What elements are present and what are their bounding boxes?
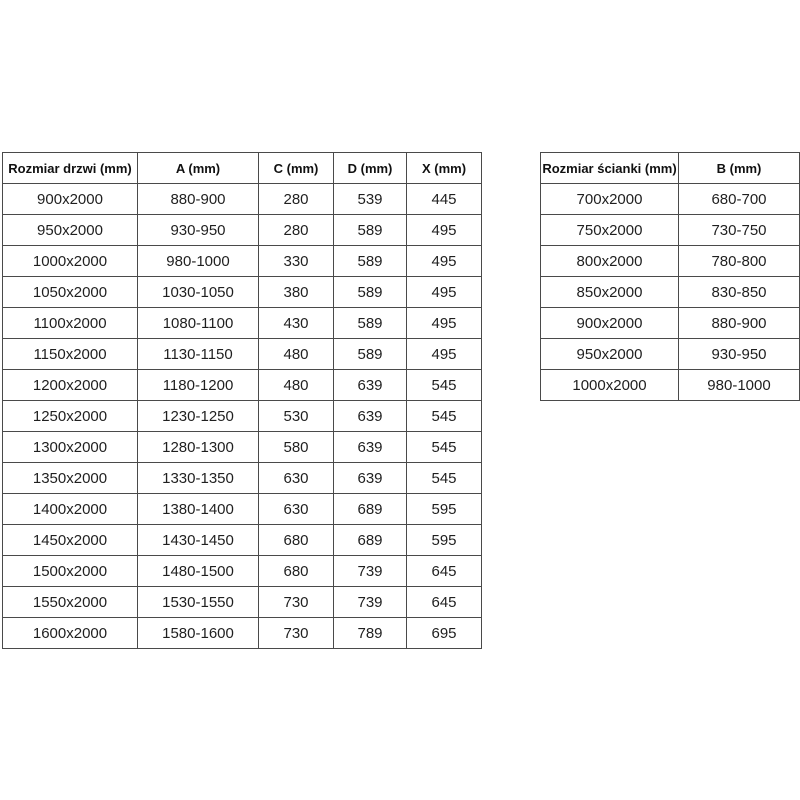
column-header: C (mm) — [259, 153, 334, 184]
table-cell: 880-900 — [679, 308, 800, 339]
table-row — [3, 308, 482, 339]
table-cell: 595 — [407, 525, 482, 556]
column-header: D (mm) — [334, 153, 407, 184]
table-cell: 589 — [334, 277, 407, 308]
table-cell: 730-750 — [679, 215, 800, 246]
table-cell: 680 — [259, 525, 334, 556]
table-cell: 1050x2000 — [3, 277, 138, 308]
table-cell: 680-700 — [679, 184, 800, 215]
table-cell: 495 — [407, 215, 482, 246]
table-cell: 589 — [334, 308, 407, 339]
table-cell: 1500x2000 — [3, 556, 138, 587]
table-cell: 330 — [259, 246, 334, 277]
table-row — [3, 556, 482, 587]
table-cell: 900x2000 — [3, 184, 138, 215]
table-cell: 1530-1550 — [138, 587, 259, 618]
table-row — [3, 215, 482, 246]
column-header: Rozmiar drzwi (mm) — [3, 153, 138, 184]
table-cell: 730 — [259, 618, 334, 649]
table-cell: 750x2000 — [541, 215, 679, 246]
table-cell: 639 — [334, 432, 407, 463]
table-cell: 645 — [407, 587, 482, 618]
table-row — [3, 494, 482, 525]
door-size-table-header — [3, 153, 482, 184]
table-cell: 1080-1100 — [138, 308, 259, 339]
table-cell: 639 — [334, 370, 407, 401]
header-row — [541, 153, 800, 184]
table-cell: 1200x2000 — [3, 370, 138, 401]
table-row — [3, 618, 482, 649]
table-cell: 880-900 — [138, 184, 259, 215]
table-cell: 645 — [407, 556, 482, 587]
table-cell: 1000x2000 — [3, 246, 138, 277]
table-cell: 589 — [334, 246, 407, 277]
table-cell: 850x2000 — [541, 277, 679, 308]
table-row — [541, 184, 800, 215]
table-cell: 739 — [334, 587, 407, 618]
table-cell: 780-800 — [679, 246, 800, 277]
table-cell: 730 — [259, 587, 334, 618]
table-cell: 1330-1350 — [138, 463, 259, 494]
table-cell: 589 — [334, 339, 407, 370]
column-header: X (mm) — [407, 153, 482, 184]
table-cell: 430 — [259, 308, 334, 339]
table-cell: 1550x2000 — [3, 587, 138, 618]
table-cell: 1230-1250 — [138, 401, 259, 432]
table-cell: 789 — [334, 618, 407, 649]
table-cell: 1300x2000 — [3, 432, 138, 463]
table-cell: 980-1000 — [679, 370, 800, 401]
table-cell: 545 — [407, 432, 482, 463]
table-cell: 1180-1200 — [138, 370, 259, 401]
table-cell: 689 — [334, 494, 407, 525]
table-cell: 1280-1300 — [138, 432, 259, 463]
table-cell: 1400x2000 — [3, 494, 138, 525]
table-cell: 1350x2000 — [3, 463, 138, 494]
table-row — [541, 339, 800, 370]
table-cell: 639 — [334, 463, 407, 494]
column-header: Rozmiar ścianki (mm) — [541, 153, 679, 184]
table-cell: 545 — [407, 401, 482, 432]
table-cell: 630 — [259, 463, 334, 494]
table-row — [3, 277, 482, 308]
table-cell: 1430-1450 — [138, 525, 259, 556]
table-cell: 595 — [407, 494, 482, 525]
table-row — [541, 277, 800, 308]
wall-panel-size-table-body — [541, 184, 800, 401]
table-cell: 1150x2000 — [3, 339, 138, 370]
table-cell: 280 — [259, 215, 334, 246]
table-cell: 630 — [259, 494, 334, 525]
table-cell: 900x2000 — [541, 308, 679, 339]
column-header: B (mm) — [679, 153, 800, 184]
table-cell: 930-950 — [138, 215, 259, 246]
table-row — [3, 525, 482, 556]
table-cell: 589 — [334, 215, 407, 246]
table-cell: 495 — [407, 277, 482, 308]
table-cell: 830-850 — [679, 277, 800, 308]
table-cell: 480 — [259, 370, 334, 401]
table-cell: 480 — [259, 339, 334, 370]
table-row — [3, 587, 482, 618]
table-cell: 950x2000 — [3, 215, 138, 246]
table-cell: 280 — [259, 184, 334, 215]
table-row — [3, 339, 482, 370]
table-cell: 1030-1050 — [138, 277, 259, 308]
table-cell: 545 — [407, 370, 482, 401]
door-size-table-body — [3, 184, 482, 649]
table-cell: 639 — [334, 401, 407, 432]
table-cell: 1600x2000 — [3, 618, 138, 649]
table-cell: 980-1000 — [138, 246, 259, 277]
wall-panel-size-table — [540, 152, 800, 401]
table-cell: 580 — [259, 432, 334, 463]
table-cell: 800x2000 — [541, 246, 679, 277]
table-row — [541, 215, 800, 246]
table-cell: 1480-1500 — [138, 556, 259, 587]
table-cell: 495 — [407, 308, 482, 339]
table-cell: 539 — [334, 184, 407, 215]
table-cell: 1000x2000 — [541, 370, 679, 401]
header-row — [3, 153, 482, 184]
table-cell: 1380-1400 — [138, 494, 259, 525]
door-size-table — [2, 152, 482, 649]
table-row — [3, 370, 482, 401]
table-cell: 930-950 — [679, 339, 800, 370]
column-header: A (mm) — [138, 153, 259, 184]
table-row — [541, 308, 800, 339]
wall-panel-size-table-header — [541, 153, 800, 184]
table-cell: 680 — [259, 556, 334, 587]
table-row — [3, 463, 482, 494]
table-cell: 545 — [407, 463, 482, 494]
table-cell: 530 — [259, 401, 334, 432]
table-cell: 1130-1150 — [138, 339, 259, 370]
table-cell: 950x2000 — [541, 339, 679, 370]
table-row — [541, 370, 800, 401]
table-cell: 1250x2000 — [3, 401, 138, 432]
table-cell: 380 — [259, 277, 334, 308]
table-cell: 689 — [334, 525, 407, 556]
table-cell: 495 — [407, 339, 482, 370]
table-cell: 1100x2000 — [3, 308, 138, 339]
table-cell: 495 — [407, 246, 482, 277]
table-cell: 700x2000 — [541, 184, 679, 215]
table-row — [541, 246, 800, 277]
table-cell: 1450x2000 — [3, 525, 138, 556]
table-cell: 739 — [334, 556, 407, 587]
table-row — [3, 246, 482, 277]
table-row — [3, 401, 482, 432]
table-cell: 1580-1600 — [138, 618, 259, 649]
table-cell: 445 — [407, 184, 482, 215]
table-row — [3, 184, 482, 215]
table-row — [3, 432, 482, 463]
table-cell: 695 — [407, 618, 482, 649]
